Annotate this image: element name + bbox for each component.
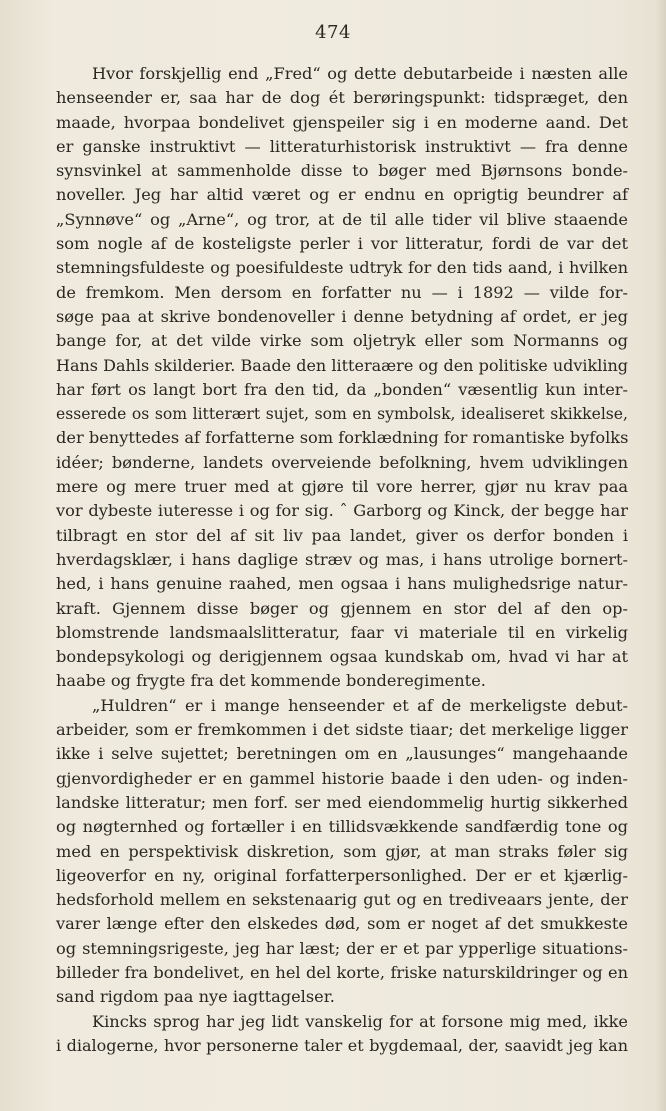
text-line: Hvor forskjellig end „Fred“ og dette debutarbeide i næsten alle <box>92 64 628 83</box>
text-line: er ganske instruktivt — litteraturhistorisk instruktivt — fra denne <box>56 136 628 156</box>
text-line: Kincks sprog har jeg lidt vanskelig for at forsone mig med, ikke <box>92 1011 628 1031</box>
text-line: blomstrende landsmaalslitteratur, faar vi materiale til en virkelig <box>56 622 628 642</box>
text-line: henseender er, saa har de dog ét berøringspunkt: tidspræget, den <box>56 88 628 108</box>
body-text <box>56 62 628 1058</box>
text-line: hed, i hans genuine raahed, men ogsaa i hans mulighedsrige natur- <box>56 574 628 594</box>
text-line: sand rigdom paa nye iagttagelser. <box>56 987 335 1007</box>
text-line: kraft. Gjennem disse bøger og gjennem en stor del af den op- <box>56 598 628 618</box>
text-line: gjenvordigheder er en gammel historie baade i den uden- og inden- <box>56 768 628 788</box>
text-line: vor dybeste iuteresse i og for sig. ˆ Garborg og Kinck, der begge har <box>56 501 628 521</box>
text-line: landske litteratur; men forf. ser med eiendommelig hurtig sikkerhed <box>56 792 628 812</box>
text-line: idéer; bønderne, landets overveiende befolkning, hvem udviklingen <box>56 452 628 472</box>
text-line: de fremkom. Men dersom en forfatter nu — i 1892 — vilde for- <box>56 282 628 302</box>
text-line: „Synnøve“ og „Arne“, og tror, at de til alle tider vil blive staaende <box>56 209 628 229</box>
text-line: tilbragt en stor del af sit liv paa landet, giver os derfor bonden i <box>56 525 628 545</box>
page-number: 474 <box>315 22 351 43</box>
text-line: i dialogerne, hvor personerne taler et bygdemaal, der, saavidt jeg kan <box>56 1035 628 1055</box>
text-line: synsvinkel at sammenholde disse to bøger med Bjørnsons bonde- <box>56 161 628 181</box>
text-line: bondepsykologi og derigjennem ogsaa kundskab om, hvad vi har at <box>56 647 628 667</box>
text-line: mere og mere truer med at gjøre til vore herrer, gjør nu krav paa <box>56 477 628 497</box>
text-line: billeder fra bondelivet, en hel del korte, friske naturskildringer og en <box>56 962 628 982</box>
text-line: ikke i selve sujettet; beretningen om en „lausunges“ mangehaande <box>56 744 628 764</box>
text-line: hedsforhold mellem en sekstenaarig gut og en trediveaars jente, der <box>56 890 628 910</box>
text-line: søge paa at skrive bondenoveller i denne betydning af ordet, er jeg <box>56 306 628 326</box>
text-line: har ført os langt bort fra den tid, da „bonden“ væsentlig kun inter- <box>56 379 628 399</box>
text-line: der benyttedes af forfatterne som forklædning for romantiske byfolks <box>56 428 629 448</box>
text-line: med en perspektivisk diskretion, som gjør, at man straks føler sig <box>56 841 628 861</box>
text-line: stemningsfuldeste og poesifuldeste udtryk for den tids aand, i hvilken <box>56 258 628 278</box>
text-line: som nogle af de kosteligste perler i vor litteratur, fordi de var det <box>56 234 628 254</box>
text-line: maade, hvorpaa bondelivet gjenspeiler sig i en moderne aand. Det <box>56 112 628 132</box>
text-line: noveller. Jeg har altid været og er endnu en oprigtig beundrer af <box>56 185 628 205</box>
text-line: esserede os som litterært sujet, som en symbolsk, idealiseret skikkelse, <box>56 405 628 424</box>
text-line: arbeider, som er fremkommen i det sidste tiaar; det merkelige ligger <box>56 720 628 740</box>
text-line: og nøgternhed og fortæller i en tillidsvækkende sandfærdig tone og <box>56 817 628 837</box>
text-line: varer længe efter den elskedes død, som er noget af det smukkeste <box>56 914 628 934</box>
text-line: ligeoverfor en ny, original forfatterpersonlighed. Der er et kjærlig- <box>56 865 628 885</box>
text-line: hverdagsklær, i hans daglige stræv og mas, i hans utrolige bornert- <box>56 549 628 569</box>
text-line: bange for, at det vilde virke som oljetryk eller som Normanns og <box>56 331 628 351</box>
text-line: haabe og frygte fra det kommende bonderegimente. <box>56 671 486 691</box>
text-line: og stemningsrigeste, jeg har læst; der er et par ypperlige situations- <box>56 938 628 958</box>
text-line: „Huldren“ er i mange henseender et af de merkeligste debut- <box>92 695 628 715</box>
text-line: Hans Dahls skilderier. Baade den litteraære og den politiske udvikling <box>56 355 628 375</box>
page-edge-shadow <box>656 0 666 1111</box>
